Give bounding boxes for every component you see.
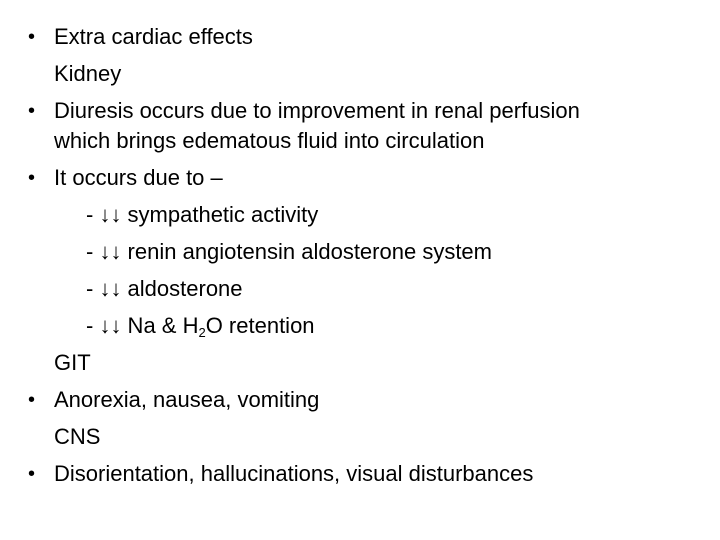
bullet-marker: • (28, 167, 36, 189)
heading-cns: CNS (54, 424, 101, 449)
bullet-text-it-occurs-due-to: It occurs due to – (54, 165, 223, 190)
bullet-marker: • (28, 389, 36, 411)
bullet-marker: • (28, 463, 36, 485)
sub-item-aldosterone: - ↓↓ aldosterone (86, 276, 243, 301)
heading-kidney: Kidney (54, 61, 122, 86)
heading-git: GIT (54, 350, 91, 375)
bullet-marker: • (28, 26, 36, 48)
bullet-text-diuresis-continued: which brings edematous fluid into circulation (54, 128, 485, 153)
sub-item-raas: - ↓↓ renin angiotensin aldosterone system (86, 239, 492, 264)
bullet-text-diuresis: Diuresis occurs due to improvement in renal perfusion (54, 98, 580, 123)
sub-item-text-part-2: O retention (205, 313, 315, 338)
sub-item-na-h2o-retention (86, 313, 315, 339)
subscript-2: 2 (198, 325, 206, 340)
bullet-text-extra-cardiac-effects: Extra cardiac effects (54, 24, 253, 49)
sub-item-text-part-1: - ↓↓ Na & H (86, 313, 199, 338)
bullet-text-anorexia: Anorexia, nausea, vomiting (54, 387, 320, 412)
bullet-text-disorientation: Disorientation, hallucinations, visual disturbances (54, 461, 534, 486)
bullet-marker: • (28, 100, 36, 122)
sub-item-sympathetic-activity: - ↓↓ sympathetic activity (86, 202, 319, 227)
